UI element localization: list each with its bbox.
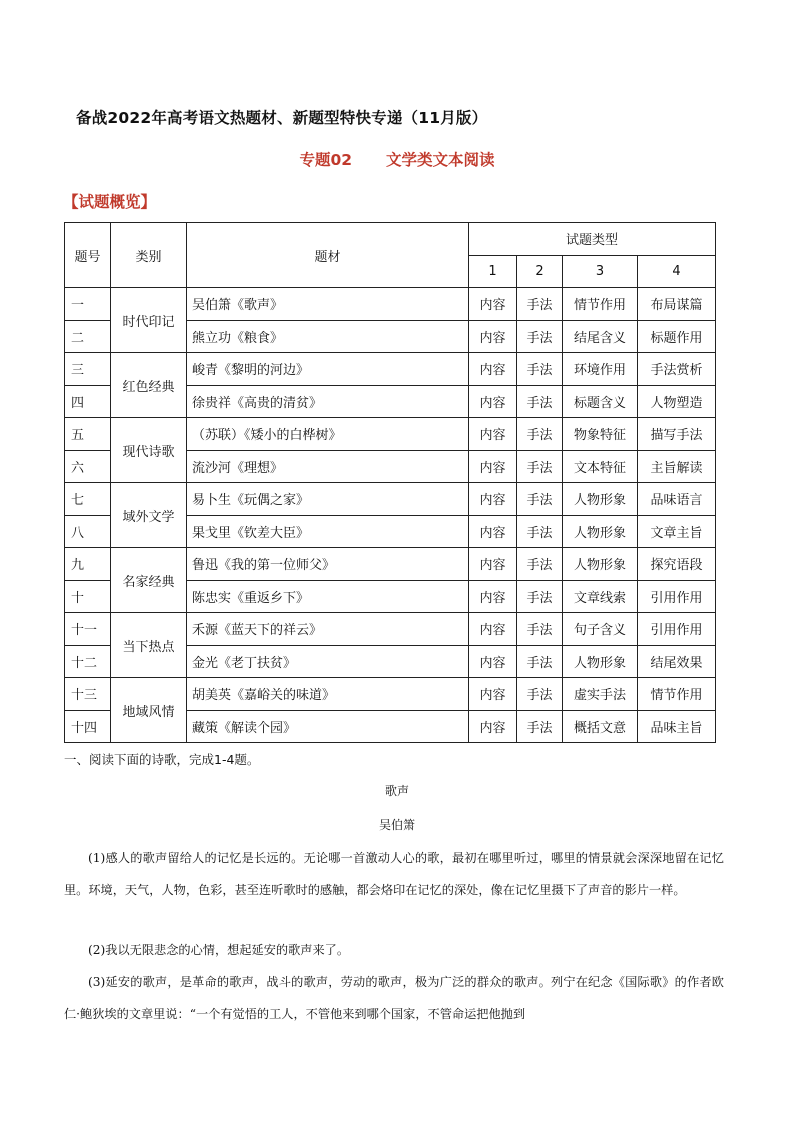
- type-4-cell: 人物塑造: [638, 385, 716, 418]
- material-cell: 吴伯箫《歌声》: [187, 288, 469, 321]
- question-number: 五: [65, 418, 111, 451]
- header-question-types: 试题类型: [469, 223, 716, 256]
- type-1-cell: 内容: [469, 385, 517, 418]
- material-cell: 陈忠实《重返乡下》: [187, 580, 469, 613]
- table-row: [65, 353, 716, 386]
- question-number: 十: [65, 580, 111, 613]
- category-cell: 名家经典: [111, 548, 187, 613]
- topic-name: 文学类文本阅读: [386, 151, 495, 169]
- type-2-cell: 手法: [517, 678, 563, 711]
- category-cell: 域外文学: [111, 483, 187, 548]
- question-number: 四: [65, 385, 111, 418]
- type-2-cell: 手法: [517, 645, 563, 678]
- type-3-cell: 人物形象: [563, 548, 638, 581]
- type-4-cell: 情节作用: [638, 678, 716, 711]
- type-2-cell: 手法: [517, 353, 563, 386]
- category-cell: 时代印记: [111, 288, 187, 353]
- table-body: [65, 288, 716, 743]
- header-material: 题材: [187, 223, 469, 288]
- table-row: [65, 483, 716, 516]
- header-number: 题号: [65, 223, 111, 288]
- type-1-cell: 内容: [469, 515, 517, 548]
- type-4-cell: 文章主旨: [638, 515, 716, 548]
- type-2-cell: 手法: [517, 515, 563, 548]
- question-number: 十二: [65, 645, 111, 678]
- question-number: 七: [65, 483, 111, 516]
- type-1-cell: 内容: [469, 288, 517, 321]
- type-2-cell: 手法: [517, 613, 563, 646]
- material-cell: （苏联）《矮小的白桦树》: [187, 418, 469, 451]
- section-heading: 一、阅读下面的诗歌，完成1-4题。: [64, 752, 260, 767]
- reading-paragraph: (3)延安的歌声，是革命的歌声，战斗的歌声，劳动的歌声，极为广泛的群众的歌声。列宁在纪念《国际歌》的作者欧仁·鲍狄埃的文章里说：“一个有觉悟的工人，不管他来到哪个国家，不管命运把他抛到: [64, 975, 724, 1021]
- category-cell: 现代诗歌: [111, 418, 187, 483]
- category-cell: 当下热点: [111, 613, 187, 678]
- type-1-cell: 内容: [469, 580, 517, 613]
- category-cell: 地域风情: [111, 678, 187, 743]
- type-3-cell: 人物形象: [563, 515, 638, 548]
- type-1-cell: 内容: [469, 613, 517, 646]
- topic-title: [0, 148, 794, 170]
- type-4-cell: 主旨解读: [638, 450, 716, 483]
- header-type-2: 2: [517, 255, 563, 288]
- type-3-cell: 文本特征: [563, 450, 638, 483]
- header-type-3: 3: [563, 255, 638, 288]
- type-2-cell: 手法: [517, 710, 563, 743]
- reading-paragraph: (1)感人的歌声留给人的记忆是长远的。无论哪一首激动人心的歌，最初在哪里听过，哪里的情景就会深深地留在记忆里。环境，天气，人物，色彩，甚至连听歌时的感触，都会烙印在记忆的深处，像在记忆里摄下了声音的影片一样。: [64, 851, 724, 897]
- type-4-cell: 引用作用: [638, 613, 716, 646]
- type-4-cell: 结尾效果: [638, 645, 716, 678]
- question-number: 九: [65, 548, 111, 581]
- type-2-cell: 手法: [517, 580, 563, 613]
- type-3-cell: 文章线索: [563, 580, 638, 613]
- header-type-1: 1: [469, 255, 517, 288]
- header-category: 类别: [111, 223, 187, 288]
- category-cell: 红色经典: [111, 353, 187, 418]
- type-2-cell: 手法: [517, 320, 563, 353]
- type-1-cell: 内容: [469, 710, 517, 743]
- type-1-cell: 内容: [469, 483, 517, 516]
- material-cell: 金光《老丁扶贫》: [187, 645, 469, 678]
- material-cell: 流沙河《理想》: [187, 450, 469, 483]
- type-4-cell: 品味主旨: [638, 710, 716, 743]
- question-overview-table: [64, 222, 716, 743]
- question-number: 十四: [65, 710, 111, 743]
- type-4-cell: 布局谋篇: [638, 288, 716, 321]
- type-1-cell: 内容: [469, 418, 517, 451]
- material-cell: 徐贵祥《高贵的清贫》: [187, 385, 469, 418]
- material-cell: 熊立功《粮食》: [187, 320, 469, 353]
- material-cell: 峻青《黎明的河边》: [187, 353, 469, 386]
- type-3-cell: 物象特征: [563, 418, 638, 451]
- type-4-cell: 手法赏析: [638, 353, 716, 386]
- type-1-cell: 内容: [469, 450, 517, 483]
- type-2-cell: 手法: [517, 548, 563, 581]
- table-row: [65, 288, 716, 321]
- question-number: 一: [65, 288, 111, 321]
- question-number: 三: [65, 353, 111, 386]
- table-row: [65, 678, 716, 711]
- type-3-cell: 虚实手法: [563, 678, 638, 711]
- type-4-cell: 引用作用: [638, 580, 716, 613]
- reading-title: 歌声: [384, 784, 409, 798]
- type-3-cell: 人物形象: [563, 483, 638, 516]
- type-4-cell: 品味语言: [638, 483, 716, 516]
- reading-author: 吴伯箫: [378, 818, 415, 832]
- type-2-cell: 手法: [517, 418, 563, 451]
- question-number: 十一: [65, 613, 111, 646]
- question-number: 十三: [65, 678, 111, 711]
- topic-number: 专题02: [299, 151, 353, 169]
- header-type-4: 4: [638, 255, 716, 288]
- type-3-cell: 结尾含义: [563, 320, 638, 353]
- reading-paragraph: (2)我以无限悲念的心情，想起延安的歌声来了。: [88, 943, 350, 957]
- material-cell: 鲁迅《我的第一位师父》: [187, 548, 469, 581]
- type-1-cell: 内容: [469, 678, 517, 711]
- material-cell: 禾源《蓝天下的祥云》: [187, 613, 469, 646]
- type-2-cell: 手法: [517, 450, 563, 483]
- question-number: 八: [65, 515, 111, 548]
- overview-label: 【试题概览】: [63, 193, 157, 211]
- type-1-cell: 内容: [469, 548, 517, 581]
- material-cell: 藏策《解读个园》: [187, 710, 469, 743]
- type-3-cell: 句子含义: [563, 613, 638, 646]
- table-row: [65, 613, 716, 646]
- type-1-cell: 内容: [469, 320, 517, 353]
- type-3-cell: 环境作用: [563, 353, 638, 386]
- material-cell: 果戈里《钦差大臣》: [187, 515, 469, 548]
- material-cell: 胡美英《嘉峪关的味道》: [187, 678, 469, 711]
- question-number: 六: [65, 450, 111, 483]
- type-2-cell: 手法: [517, 385, 563, 418]
- type-3-cell: 人物形象: [563, 645, 638, 678]
- type-4-cell: 探究语段: [638, 548, 716, 581]
- question-number: 二: [65, 320, 111, 353]
- type-1-cell: 内容: [469, 645, 517, 678]
- type-2-cell: 手法: [517, 483, 563, 516]
- type-2-cell: 手法: [517, 288, 563, 321]
- table-row: [65, 418, 716, 451]
- document-title: 备战2022年高考语文热题材、新题型特快专递（11月版）: [76, 109, 488, 127]
- type-3-cell: 标题含义: [563, 385, 638, 418]
- type-3-cell: 概括文意: [563, 710, 638, 743]
- type-4-cell: 描写手法: [638, 418, 716, 451]
- type-4-cell: 标题作用: [638, 320, 716, 353]
- type-3-cell: 情节作用: [563, 288, 638, 321]
- table-row: [65, 548, 716, 581]
- material-cell: 易卜生《玩偶之家》: [187, 483, 469, 516]
- type-1-cell: 内容: [469, 353, 517, 386]
